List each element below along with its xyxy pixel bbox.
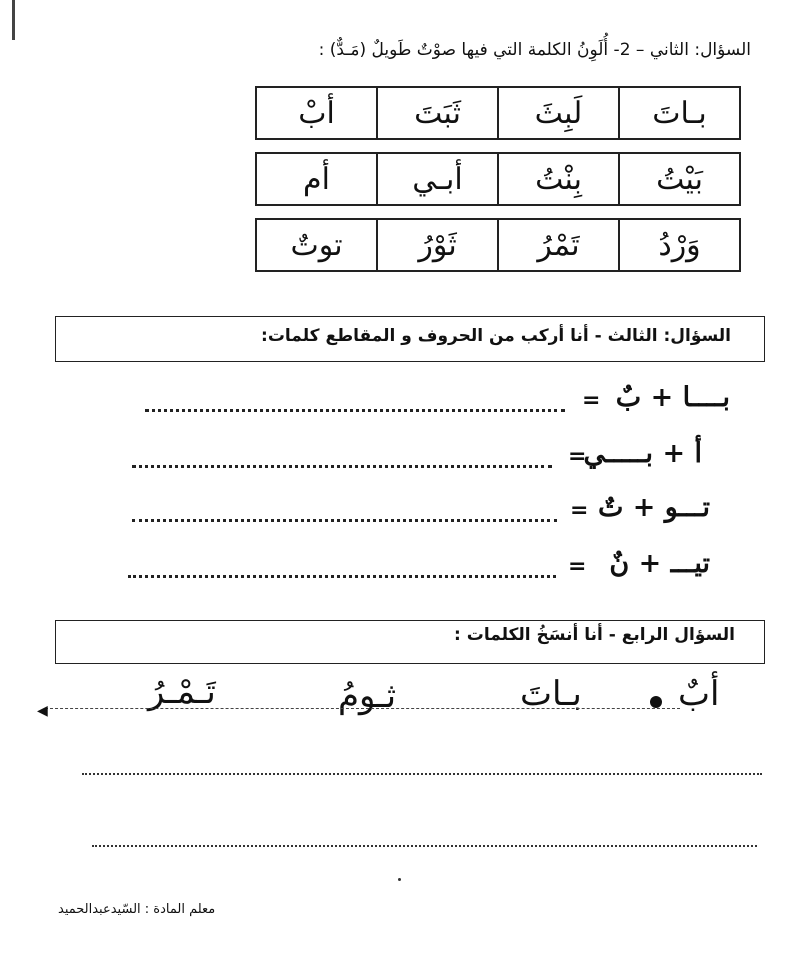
answer-line[interactable] — [132, 465, 552, 468]
copy-word: بـاتَ — [520, 674, 582, 714]
compose-expression: تيـــ + نٌ — [609, 548, 710, 579]
compose-row-3 — [120, 492, 750, 532]
compose-expression: تـــو + تٌ — [597, 492, 710, 523]
compose-expression: بــــا + بٌ — [615, 382, 730, 413]
equals-sign: = — [582, 388, 601, 413]
word-row-1 — [255, 86, 741, 140]
copy-word: أبٌ — [678, 674, 720, 714]
q4-title: السؤال الرابع - أنا أنسَخُ الكلمات : — [454, 625, 735, 645]
compose-expression: أ + بـــــي — [583, 438, 702, 469]
word-cell[interactable]: أبـي — [376, 154, 497, 204]
copy-word: تَـمْـرُ — [148, 672, 216, 712]
word-cell[interactable]: بـاتَ — [618, 88, 739, 138]
bullet — [650, 696, 662, 708]
word-row-2 — [255, 152, 741, 206]
equals-sign: = — [568, 444, 587, 469]
word-cell[interactable]: بَيْتُ — [618, 154, 739, 204]
teacher-signature: معلم المادة : السّيدعبدالحميد — [58, 902, 216, 917]
answer-line[interactable] — [145, 409, 565, 412]
page-edge-line — [0, 0, 15, 40]
word-cell[interactable]: وَرْدُ — [618, 220, 739, 270]
stray-dot — [398, 878, 401, 881]
word-cell[interactable]: ثَبَتَ — [376, 88, 497, 138]
answer-line[interactable] — [128, 575, 556, 578]
q3-title: السؤال: الثالث - أنا أركب من الحروف و المقاطع كلمات: — [261, 326, 731, 346]
writing-line[interactable] — [92, 845, 757, 847]
answer-line[interactable] — [132, 519, 557, 522]
copy-guide-line — [45, 708, 680, 709]
word-row-3 — [255, 218, 741, 272]
word-cell[interactable]: بِنْتُ — [497, 154, 618, 204]
compose-row-2 — [120, 438, 750, 478]
word-cell[interactable]: تَمْرُ — [497, 220, 618, 270]
writing-line[interactable] — [82, 773, 762, 775]
word-cell[interactable]: توتٌ — [290, 227, 343, 263]
equals-sign: = — [568, 554, 587, 579]
word-cell[interactable]: ثَوْرُ — [376, 220, 497, 270]
word-cell[interactable]: لَبِثَ — [497, 88, 618, 138]
equals-sign: = — [570, 498, 589, 523]
q2-title: السؤال: الثاني – 2- أُلَوِنُ الكلمة التي فيها صوْتٌ طَويلٌ (مَـدٌّ) : — [318, 40, 751, 60]
arrow-left-icon: ◀ — [37, 703, 48, 719]
word-cell[interactable]: أبْ — [298, 95, 335, 131]
compose-row-1 — [120, 382, 750, 422]
compose-row-4 — [120, 548, 750, 588]
copy-word: ثـومُ — [338, 676, 397, 716]
word-cell[interactable]: أم — [303, 161, 330, 197]
